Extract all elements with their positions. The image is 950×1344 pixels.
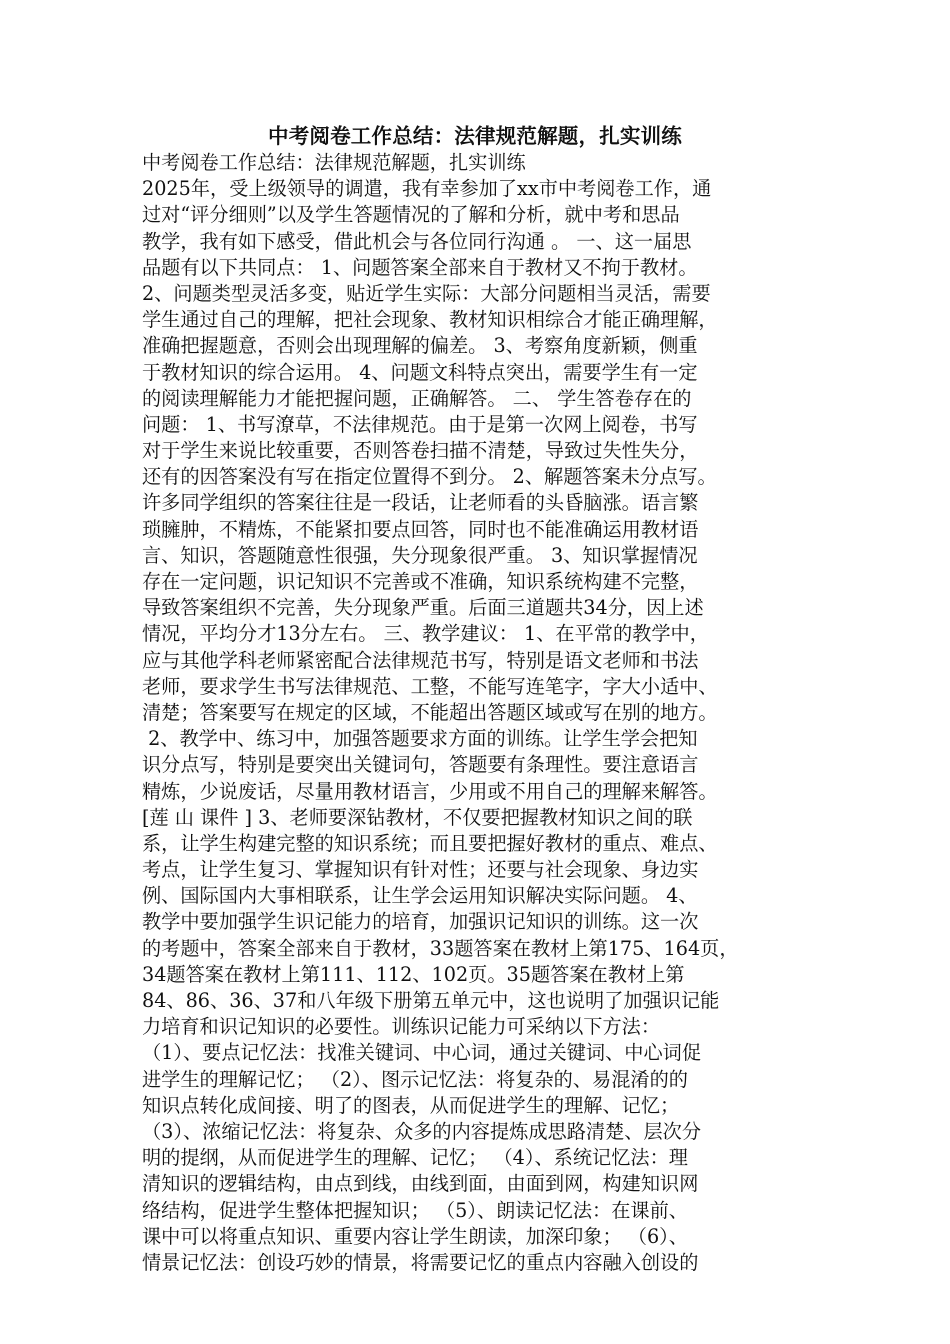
body-line: 识分点写，特别是要突出关键词句，答题要有条理性。要注意语言	[142, 753, 699, 777]
body-line: 学生通过自己的理解，把社会现象、教材知识相综合才能正确理解，	[142, 308, 718, 332]
body-line: 教学中要加强学生识记能力的培育，加强识记知识的训练。这一次	[142, 910, 699, 934]
body-line: 品题有以下共同点： 1、问题答案全部来自于教材又不拘于教材。	[142, 255, 698, 279]
body-line: 力培育和识记知识的必要性。训练识记能力可采纳以下方法：	[142, 1015, 661, 1039]
body-line: 过对“评分细则”以及学生答题情况的了解和分析，就中考和思品	[142, 203, 680, 227]
body-line: 琐臃肿，不精炼，不能紧扣要点回答，同时也不能准确运用教材语	[142, 517, 699, 541]
body-line: 进学生的理解记忆； （2）、图示记忆法：将复杂的、易混淆的的	[142, 1067, 688, 1091]
body-line: 准确把握题意，否则会出现理解的偏差。 3、考察角度新颖，侧重	[142, 334, 698, 358]
body-line: 老师，要求学生书写法律规范、工整，不能写连笔字，字大小适中、	[142, 674, 718, 698]
body-line: 明的提纲，从而促进学生的理解、记忆； （4）、系统记忆法：理	[142, 1146, 688, 1170]
body-line: 课中可以将重点知识、重要内容让学生朗读，加深印象； （6）、	[142, 1224, 688, 1248]
body-line: 2025年，受上级领导的调遣，我有幸参加了xx市中考阅卷工作，通	[142, 177, 712, 201]
body-line: 清知识的逻辑结构，由点到线，由线到面，由面到网，构建知识网	[142, 1172, 699, 1196]
body-line: 许多同学组织的答案往往是一段话，让老师看的头昏脑涨。语言繁	[142, 491, 699, 515]
document-body	[142, 150, 822, 1276]
body-line: 84、86、36、37和八年级下册第五单元中，这也说明了加强识记能	[142, 989, 720, 1012]
body-line: 系，让学生构建完整的知识系统；而且要把握好教材的重点、难点、	[142, 831, 718, 855]
body-line: 2、问题类型灵活多变，贴近学生实际：大部分问题相当灵活，需要	[142, 281, 711, 305]
body-line: 中考阅卷工作总结：法律规范解题，扎实训练	[142, 151, 526, 174]
body-line: 络结构，促进学生整体把握知识； （5）、朗读记忆法：在课前、	[142, 1198, 688, 1222]
body-line: （1）、要点记忆法：找准关键词、中心词，通过关键词、中心词促	[142, 1041, 702, 1065]
body-line: 存在一定问题，识记知识不完善或不准确，知识系统构建不完整，	[142, 570, 699, 593]
body-line: （3）、浓缩记忆法：将复杂、众多的内容提炼成思路清楚、层次分	[142, 1119, 702, 1143]
body-line: 清楚；答案要写在规定的区域，不能超出答题区域或写在别的地方。	[142, 700, 718, 724]
body-line: [莲 山 课件 ] 3、老师要深钻教材，不仅要把握教材知识之间的联	[142, 805, 693, 829]
body-line: 考点，让学生复习、掌握知识有针对性；还要与社会现象、身边实	[142, 858, 699, 882]
body-line: 例、国际国内大事相联系，让生学会运用知识解决实际问题。 4、	[142, 884, 698, 908]
body-line: 情况，平均分才13分左右。 三、教学建议： 1、在平常的教学中，	[142, 622, 709, 646]
body-line: 问题： 1、书写潦草，不法律规范。由于是第一次网上阅卷，书写	[142, 412, 698, 436]
body-line: 应与其他学科老师紧密配合法律规范书写，特别是语文老师和书法	[142, 648, 699, 672]
body-line: 于教材知识的综合运用。 4、问题文科特点突出，需要学生有一定	[142, 360, 698, 384]
body-line: 对于学生来说比较重要，否则答卷扫描不清楚，导致过失性失分，	[142, 439, 699, 463]
body-line: 34题答案在教材上第111、112、102页。35题答案在教材上第	[142, 962, 685, 986]
body-line: 精炼，少说废话，尽量用教材语言，少用或不用自己的理解来解答。	[142, 779, 718, 803]
document-title: 中考阅卷工作总结：法律规范解题，扎实训练	[268, 124, 682, 148]
body-line: 导致答案组织不完善，失分现象严重。后面三道题共34分，因上述	[142, 596, 704, 620]
body-line: 言、知识，答题随意性很强，失分现象很严重。 3、知识掌握情况	[142, 543, 698, 567]
body-line: 2、教学中、练习中，加强答题要求方面的训练。让学生学会把知	[142, 727, 698, 751]
body-line: 教学，我有如下感受，借此机会与各位同行沟通 。 一、这一届思	[142, 229, 692, 253]
body-line: 还有的因答案没有写在指定位置得不到分。 2、解题答案未分点写。	[142, 465, 717, 489]
body-line: 情景记忆法：创设巧妙的情景，将需要记忆的重点内容融入创设的	[142, 1250, 699, 1274]
body-line: 的考题中，答案全部来自于教材，33题答案在教材上第175、164页，	[142, 936, 739, 960]
body-line: 的阅读理解能力才能把握问题，正确解答。 二、 学生答卷存在的	[142, 386, 692, 410]
body-line: 知识点转化成间接、明了的图表，从而促进学生的理解、记忆；	[142, 1093, 680, 1117]
